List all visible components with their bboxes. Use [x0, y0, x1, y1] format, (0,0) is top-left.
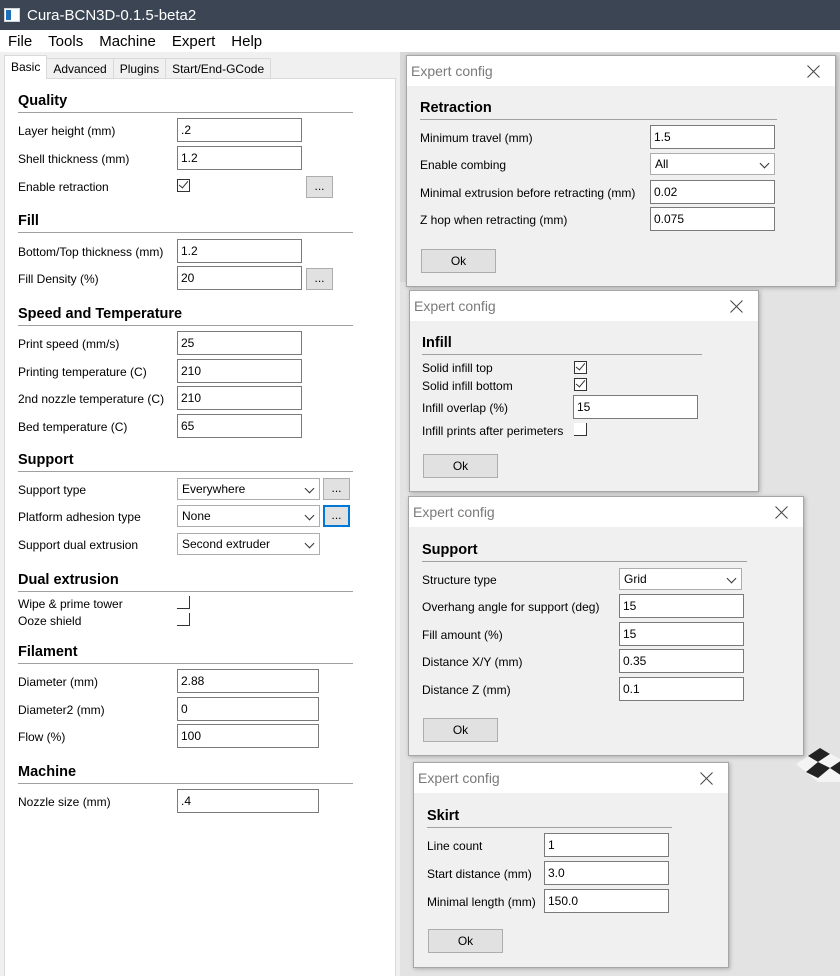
support-expert-button[interactable]: ...: [323, 478, 350, 500]
section-divider: [422, 354, 702, 355]
infill-after-perimeters-label: Infill prints after perimeters: [422, 424, 564, 438]
dual-extrusion-section-title: Dual extrusion: [18, 572, 119, 588]
menu-file[interactable]: File: [8, 32, 33, 50]
quality-section-title: Quality: [18, 93, 68, 109]
chevron-down-icon: [305, 484, 315, 494]
fill-amount-input[interactable]: 15: [619, 622, 744, 646]
nozzle-size-label: Nozzle size (mm): [18, 795, 111, 809]
solid-infill-top-label: Solid infill top: [422, 361, 493, 375]
infill-overlap-label: Infill overlap (%): [422, 401, 509, 415]
support-dual-extrusion-select[interactable]: [177, 533, 320, 555]
print-speed-input[interactable]: 25: [177, 331, 302, 355]
support-type-select[interactable]: [177, 478, 320, 500]
infill-overlap-input[interactable]: 15: [573, 395, 698, 419]
infill-expert-dialog: [409, 290, 759, 492]
tab-advanced[interactable]: Advanced: [46, 58, 113, 79]
tab-basic[interactable]: Basic: [4, 55, 47, 79]
start-distance-input[interactable]: 3.0: [544, 861, 669, 885]
dialog-title: Expert config: [418, 770, 500, 786]
check-icon: [179, 178, 189, 188]
diameter2-input[interactable]: 0: [177, 697, 319, 721]
section-divider: [18, 471, 353, 472]
menu-expert[interactable]: Expert: [171, 32, 216, 50]
enable-combing-select[interactable]: [650, 153, 775, 175]
machine-section-title: Machine: [18, 764, 77, 780]
dialog-title: Expert config: [411, 63, 493, 79]
nozzle2-temperature-input[interactable]: 210: [177, 386, 302, 410]
section-divider: [18, 325, 353, 326]
support-section-title: Support: [422, 542, 478, 558]
ok-button[interactable]: Ok: [423, 718, 498, 742]
minimal-extrusion-label: Minimal extrusion before retracting (mm): [420, 186, 636, 200]
distance-xy-input[interactable]: 0.35: [619, 649, 744, 673]
enable-retraction-checkbox[interactable]: [177, 179, 190, 192]
close-icon[interactable]: [775, 505, 789, 519]
close-icon[interactable]: [700, 771, 714, 785]
dialog-title-bar: [410, 291, 758, 321]
diameter-label: Diameter (mm): [18, 675, 98, 689]
dialog-title: Expert config: [413, 504, 495, 520]
skirt-section-title: Skirt: [427, 808, 460, 824]
settings-panel: [0, 52, 400, 976]
ok-button[interactable]: Ok: [428, 929, 503, 953]
fill-density-label: Fill Density (%): [18, 272, 99, 286]
nozzle2-temperature-label: 2nd nozzle temperature (C): [18, 392, 165, 406]
enable-retraction-label: Enable retraction: [18, 180, 109, 194]
start-distance-label: Start distance (mm): [427, 867, 532, 881]
platform-adhesion-value: None: [182, 509, 211, 523]
distance-z-input[interactable]: 0.1: [619, 677, 744, 701]
ooze-shield-checkbox[interactable]: [177, 613, 190, 626]
check-icon: [576, 377, 586, 387]
section-divider: [18, 232, 353, 233]
tab-start-end-gcode[interactable]: Start/End-GCode: [165, 58, 271, 79]
dialog-title-bar: [407, 56, 835, 86]
diameter-input[interactable]: 2.88: [177, 669, 319, 693]
print-speed-label: Print speed (mm/s): [18, 337, 120, 351]
wipe-prime-tower-label: Wipe & prime tower: [18, 597, 123, 611]
fill-density-input[interactable]: 20: [177, 266, 302, 290]
tab-plugins[interactable]: Plugins: [113, 58, 166, 79]
shell-thickness-input[interactable]: 1.2: [177, 146, 302, 170]
solid-infill-top-checkbox[interactable]: [574, 361, 587, 374]
adhesion-expert-button[interactable]: ...: [323, 505, 350, 527]
enable-combing-label: Enable combing: [420, 158, 507, 172]
infill-section-title: Infill: [422, 335, 452, 351]
infill-after-perimeters-checkbox[interactable]: [574, 423, 587, 436]
support-type-label: Support type: [18, 483, 87, 497]
window-title: Cura-BCN3D-0.1.5-beta2: [27, 6, 197, 24]
support-dual-extrusion-value: Second extruder: [182, 537, 271, 551]
section-divider: [420, 119, 777, 120]
structure-type-select[interactable]: [619, 568, 742, 590]
retraction-section-title: Retraction: [420, 100, 492, 116]
printing-temperature-label: Printing temperature (C): [18, 365, 147, 379]
dialog-title: Expert config: [414, 298, 496, 314]
line-count-label: Line count: [427, 839, 483, 853]
menu-help[interactable]: Help: [231, 32, 263, 50]
ok-button[interactable]: Ok: [421, 249, 496, 273]
tab-bar: [4, 55, 270, 79]
chevron-down-icon: [727, 574, 737, 584]
support-section-title: Support: [18, 452, 74, 468]
minimum-travel-input[interactable]: 1.5: [650, 125, 775, 149]
platform-adhesion-select[interactable]: [177, 505, 320, 527]
support-type-value: Everywhere: [182, 482, 246, 496]
minimal-length-input[interactable]: 150.0: [544, 889, 669, 913]
speed-section-title: Speed and Temperature: [18, 306, 183, 322]
overhang-angle-label: Overhang angle for support (deg): [422, 600, 600, 614]
section-divider: [18, 112, 353, 113]
enable-combing-value: All: [655, 157, 669, 171]
chevron-down-icon: [305, 511, 315, 521]
ok-button[interactable]: Ok: [423, 454, 498, 478]
flow-input[interactable]: 100: [177, 724, 319, 748]
section-divider: [18, 663, 353, 664]
wipe-prime-tower-checkbox[interactable]: [177, 596, 190, 609]
overhang-angle-input[interactable]: 15: [619, 594, 744, 618]
shell-thickness-label: Shell thickness (mm): [18, 152, 130, 166]
basic-tab-page: [4, 78, 396, 976]
skirt-expert-dialog: [413, 762, 729, 968]
bed-temperature-input[interactable]: 65: [177, 414, 302, 438]
support-expert-dialog: [408, 496, 804, 756]
check-icon: [576, 360, 586, 370]
solid-infill-bottom-checkbox[interactable]: [574, 378, 587, 391]
section-divider: [18, 591, 353, 592]
diameter2-label: Diameter2 (mm): [18, 703, 105, 717]
support-dual-extrusion-label: Support dual extrusion: [18, 538, 139, 552]
menu-tools[interactable]: Tools: [48, 32, 84, 50]
minimum-travel-label: Minimum travel (mm): [420, 131, 533, 145]
ooze-shield-label: Ooze shield: [18, 614, 82, 628]
z-hop-input[interactable]: 0.075: [650, 207, 775, 231]
fill-expert-button[interactable]: ...: [306, 268, 333, 290]
solid-infill-bottom-label: Solid infill bottom: [422, 379, 513, 393]
close-icon[interactable]: [730, 299, 744, 313]
retraction-expert-button[interactable]: ...: [306, 176, 333, 198]
section-divider: [427, 827, 672, 828]
fill-amount-label: Fill amount (%): [422, 628, 503, 642]
filament-section-title: Filament: [18, 644, 78, 660]
chevron-down-icon: [760, 159, 770, 169]
z-hop-label: Z hop when retracting (mm): [420, 213, 568, 227]
section-divider: [18, 783, 353, 784]
printing-temperature-input[interactable]: 210: [177, 359, 302, 383]
distance-z-label: Distance Z (mm): [422, 683, 511, 697]
structure-type-label: Structure type: [422, 573, 497, 587]
fill-section-title: Fill: [18, 213, 39, 229]
line-count-input[interactable]: 1: [544, 833, 669, 857]
bottom-top-thickness-label: Bottom/Top thickness (mm): [18, 245, 164, 259]
flow-label: Flow (%): [18, 730, 66, 744]
title-bar: [0, 0, 840, 30]
dialog-title-bar: [409, 497, 803, 527]
nozzle-size-input[interactable]: .4: [177, 789, 319, 813]
layer-height-input[interactable]: .2: [177, 118, 302, 142]
bottom-top-thickness-input[interactable]: 1.2: [177, 239, 302, 263]
dialog-title-bar: [414, 763, 728, 793]
menu-machine[interactable]: Machine: [99, 32, 156, 50]
minimal-length-label: Minimal length (mm): [427, 895, 536, 909]
section-divider: [422, 561, 747, 562]
bed-temperature-label: Bed temperature (C): [18, 420, 128, 434]
app-icon: [4, 8, 20, 22]
layer-height-label: Layer height (mm): [18, 124, 116, 138]
platform-adhesion-label: Platform adhesion type: [18, 510, 141, 524]
chevron-down-icon: [305, 539, 315, 549]
close-icon[interactable]: [807, 64, 821, 78]
distance-xy-label: Distance X/Y (mm): [422, 655, 523, 669]
structure-type-value: Grid: [624, 572, 647, 586]
menu-bar: [0, 30, 840, 52]
minimal-extrusion-input[interactable]: 0.02: [650, 180, 775, 204]
retraction-expert-dialog: [406, 55, 836, 287]
